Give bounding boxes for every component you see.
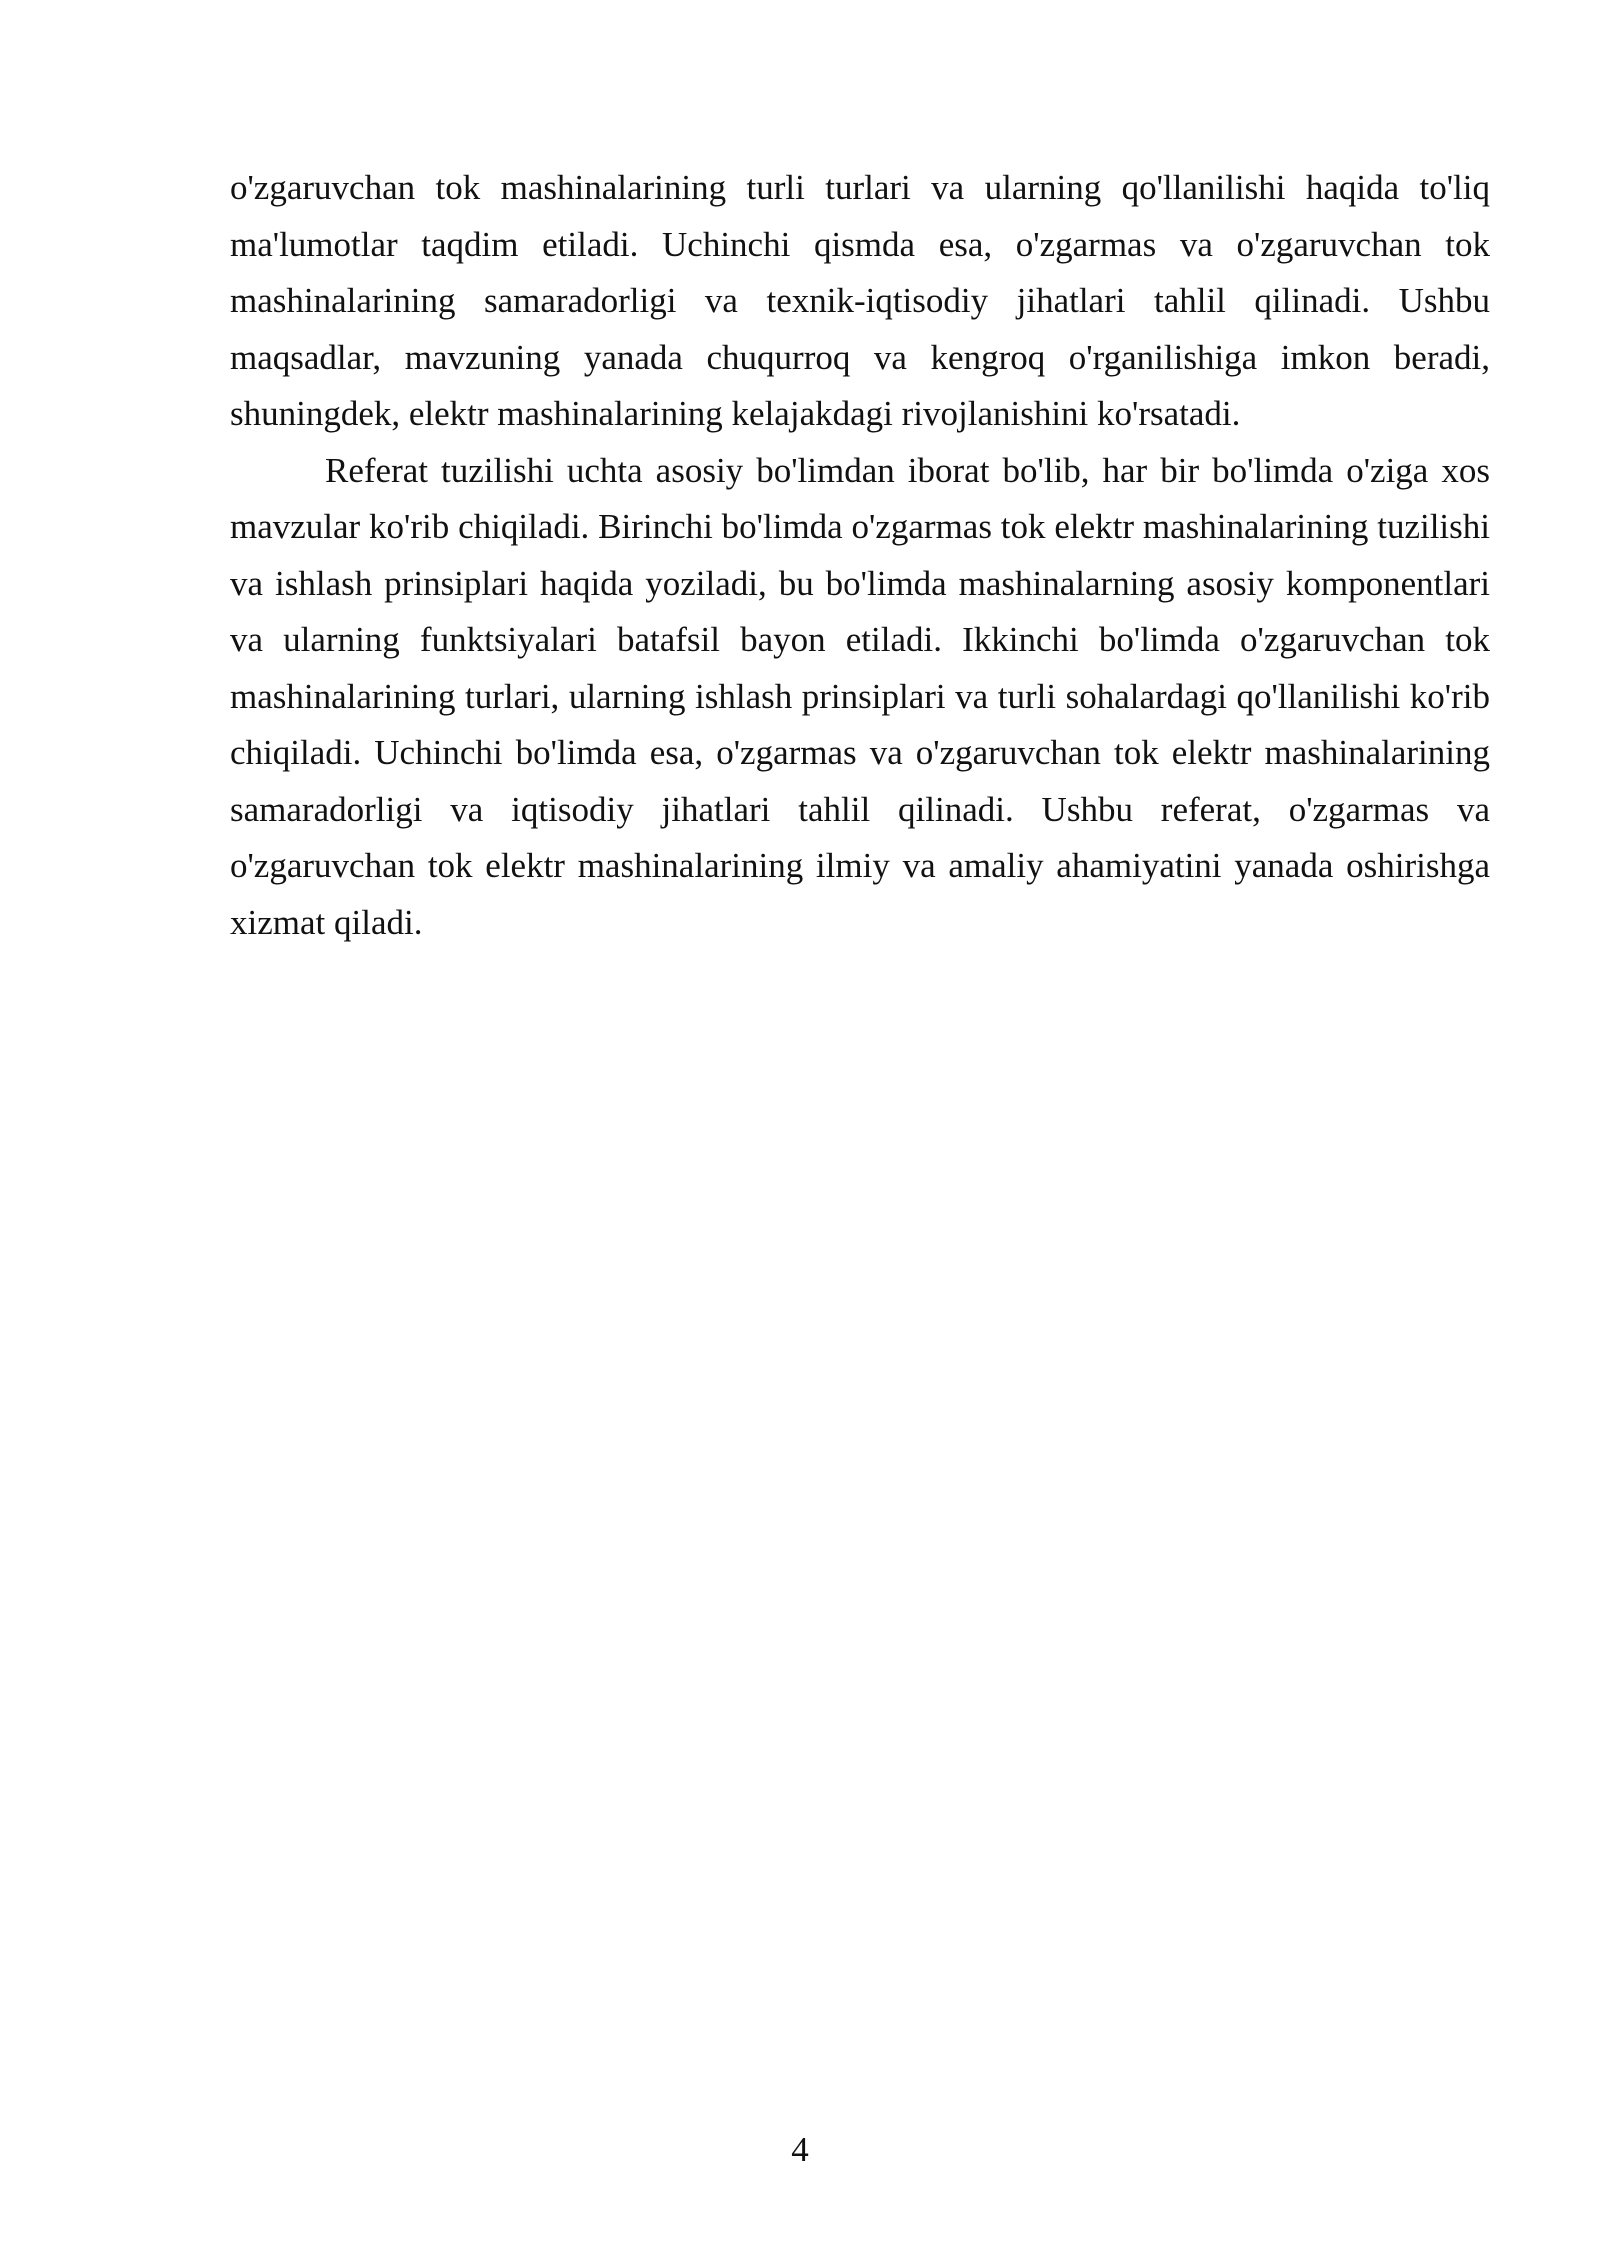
paragraph-referat-structure: Referat tuzilishi uchta asosiy bo'limdan iborat bo'lib, har bir bo'limda o'ziga xos mavzular ko'rib chiqiladi. Birinchi bo'limda o'zgarmas tok elektr mashinalarining tuzilishi va ishlash prinsiplari haqida yoziladi, bu bo'limda mashinalarning asosiy komponentlari va ularning funktsiyalari batafsil bayon etiladi. Ikkinchi bo'limda o'zgaruvchan tok mashinalarining turlari, ularning ishlash prinsiplari va turli sohalardagi qo'llanilishi ko'rib chiqiladi. Uchinchi bo'limda esa, o'zgarmas va o'zgaruvchan tok elektr mashinalarining samaradorligi va iqtisodiy jihatlari tahlil qilinadi. Ushbu referat, o'zgarmas va o'zgaruvchan tok elektr mashinalarining ilmiy va amaliy ahamiyatini yanada oshirishga xizmat qiladi. xyxy=(230,450,1490,942)
body-text xyxy=(230,160,1490,951)
page-number: 4 xyxy=(791,2130,809,2169)
paragraph-continuation: o'zgaruvchan tok mashinalarining turli turlari va ularning qo'llanilishi haqida to'liq ma'lumotlar taqdim etiladi. Uchinchi qismda esa, o'zgarmas va o'zgaruvchan tok mashinalarining samaradorligi va texnik-iqtisodiy jihatlari tahlil qilinadi. Ushbu maqsadlar, mavzuning yanada chuqurroq va kengroq o'rganilishiga imkon beradi, shuningdek, elektr mashinalarining kelajakdagi rivojlanishini ko'rsatadi. xyxy=(230,168,1490,433)
